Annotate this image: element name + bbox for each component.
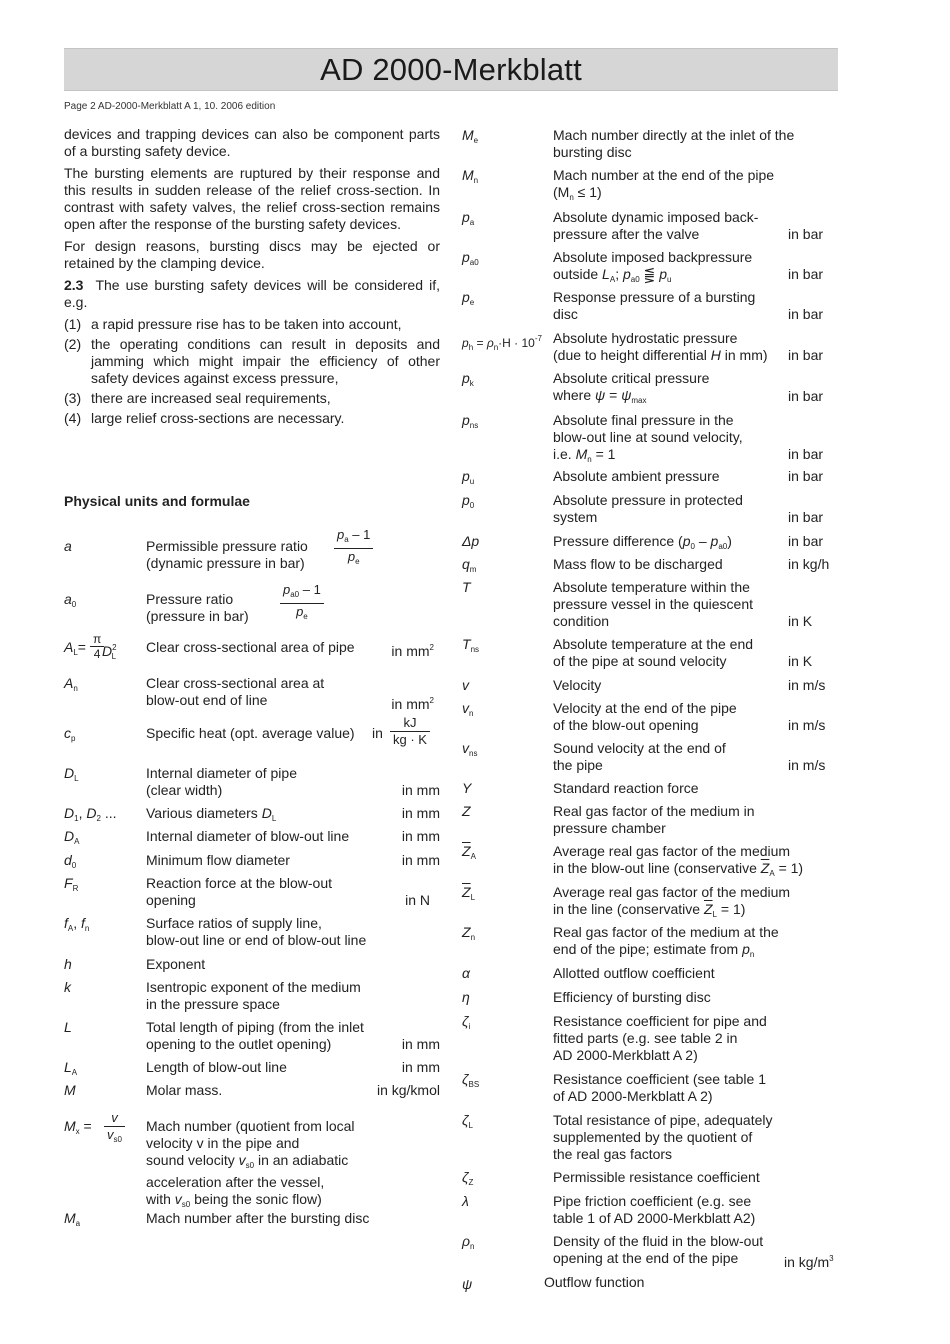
symbol: Y: [462, 780, 472, 796]
description: Average real gas factor of the medium in the line (conservative $\overline{Z}_L = 1$): [553, 884, 791, 919]
description: Absolute final pressure in the blow-out line at sound velocity, i.e. $M_n = 1$: [553, 412, 743, 464]
symbol-row-M: [64, 1082, 440, 1102]
symbol-row-pns: [462, 412, 840, 466]
description: Mass flow to be discharged: [553, 556, 723, 572]
description: Efficiency of bursting disc: [553, 989, 711, 1005]
symbol-row-cp: [64, 715, 440, 755]
symbol: $\zeta_L$: [462, 1112, 473, 1130]
symbol-row-zeta-BS: [462, 1071, 840, 1107]
description: Resistance coefficient (see table 1 of AD 2000-Merkblatt A 2): [553, 1071, 766, 1104]
unit: in K: [788, 613, 813, 629]
description: Isentropic exponent of the medium in the pressure space: [146, 979, 361, 1012]
symbol: $p_e$: [462, 289, 475, 307]
symbol-row-D1-D2: [64, 805, 440, 825]
symbol-row-lambda: [462, 1193, 840, 1229]
description: Exponent: [146, 956, 206, 972]
symbol: $p_{ns}$: [462, 412, 479, 430]
symbol: $F_R$: [64, 875, 79, 893]
symbol-row-fA-fn: [64, 915, 440, 951]
paragraph: The bursting elements are ruptured by their response and this results in sudden release of the relief cross-section. In contrast with safety valves, the relief cross-section remains open after the response of the bursting safety devices.: [64, 165, 440, 232]
symbol: $p_{a0}$: [462, 249, 479, 267]
description: Outflow function: [544, 1274, 645, 1290]
description: Mach number after the bursting disc: [146, 1210, 370, 1226]
symbol: k: [64, 979, 71, 995]
list-item: [64, 336, 440, 387]
description: Absolute ambient pressure: [553, 468, 720, 484]
symbol: h: [64, 956, 72, 972]
description: Length of blow-out line: [146, 1059, 287, 1075]
description: Mach number directly at the inlet of the bursting disc: [553, 127, 795, 160]
symbol-row-pu: [462, 468, 840, 488]
description: Pressure difference $(p_0 - p_{a0})$: [553, 533, 732, 551]
symbol: Δp: [462, 533, 480, 549]
symbol: $Z_n$: [462, 924, 476, 942]
symbol-row-Me: [462, 127, 840, 163]
section-number: 2.3: [64, 277, 84, 293]
description: Absolute pressure in protected system: [553, 492, 743, 525]
unit: in m/s: [788, 757, 826, 773]
description: Mach number (quotient from local velocity v in the pipe and sound velocity $v_{s0}$ in an adiabatic acceleration after the vessel, with $v_{s0}$ being the sonic flow): [146, 1118, 355, 1209]
symbol-row-DA: [64, 828, 440, 848]
unit: in bar: [788, 446, 824, 462]
unit: in mm: [401, 1059, 440, 1075]
symbol: $D_A$: [64, 828, 80, 846]
symbol: $p_a$: [462, 209, 475, 227]
symbol-row-Tns: [462, 636, 840, 672]
description: Sound velocity at the end of the pipe: [553, 740, 726, 773]
unit: in bar: [788, 226, 824, 242]
description: Allotted outflow coefficient: [553, 965, 715, 981]
unit: in $mm^2$: [391, 643, 434, 659]
symbol-row-delta-p: [462, 533, 840, 553]
symbol-row-a0: [64, 582, 440, 626]
description: Clear cross-sectional area at blow-out end of line: [146, 675, 325, 708]
description: Standard reaction force: [553, 780, 699, 796]
list-text: large relief cross-sections are necessary.: [91, 410, 345, 426]
symbol: $\overline{Z}_A$: [462, 843, 476, 861]
symbol-row-zeta-L: [462, 1112, 840, 1166]
description: Response pressure of a bursting disc: [553, 289, 756, 322]
left-text-column: [64, 126, 440, 430]
section-2-3: [64, 277, 440, 311]
symbol: $d_0$: [64, 852, 77, 870]
symbol: $\zeta_{BS}$: [462, 1071, 480, 1089]
symbol: $D_1$, $D_2$ ...: [64, 805, 117, 823]
unit: in N: [405, 892, 430, 908]
symbol: L: [64, 1019, 72, 1035]
description: Absolute temperature within the pressure vessel in the quiescent condition: [553, 579, 753, 629]
unit: in mm: [401, 782, 440, 798]
symbol: $p_0$: [462, 492, 475, 510]
symbol: $v_{ns}$: [462, 740, 478, 758]
symbol-row-Mx: [64, 1110, 440, 1209]
unit: in m/s: [788, 677, 826, 693]
unit: in bar: [788, 388, 824, 404]
description: Velocity at the end of the pipe of the blow-out opening: [553, 700, 737, 733]
symbol-row-qm: [462, 556, 840, 576]
description: Reaction force at the blow-out opening: [146, 875, 332, 908]
formula-diameter: $D^2_L$: [102, 643, 117, 661]
unit: in mm: [401, 852, 440, 868]
symbol-row-a: [64, 527, 440, 575]
symbol-row-An: [64, 675, 440, 711]
symbol-row-h: [64, 956, 440, 976]
symbol: $p_u$: [462, 468, 475, 486]
symbol: $T_{ns}$: [462, 636, 480, 654]
symbol: $a_0$: [64, 591, 77, 609]
unit: in bar: [788, 509, 824, 525]
list-item: [64, 410, 440, 427]
page-info: Page 2 AD-2000-Merkblatt A 1, 10. 2006 edition: [64, 101, 276, 112]
symbol-row-vns: [462, 740, 840, 776]
document-title: AD 2000-Merkblatt: [320, 52, 582, 87]
list-item: [64, 390, 440, 407]
symbol-row-p0: [462, 492, 840, 528]
description: Specific heat (opt. average value): [146, 725, 355, 741]
description: Minimum flow diameter: [146, 852, 290, 868]
symbol: a: [64, 538, 72, 554]
symbol-row-pk: [462, 370, 840, 408]
symbol-row-pe: [462, 289, 840, 325]
list-number: (3): [64, 390, 82, 406]
symbol-row-Y: [462, 780, 840, 800]
formula-fraction: $\frac{\pi}{4}$: [90, 632, 104, 661]
description: Absolute temperature at the end of the pipe at sound velocity: [553, 636, 754, 669]
symbol-row-k: [64, 979, 440, 1015]
symbol-row-eta: [462, 989, 840, 1009]
unit: in mm: [401, 1036, 440, 1052]
symbol: $\rho_n$: [462, 1233, 475, 1251]
list-text: the operating conditions can result in deposits and jamming which might impair the efficiency of other safety devices against excess pressure,: [91, 336, 440, 386]
symbol-row-DL: [64, 765, 440, 801]
description: Absolute dynamic imposed back- pressure after the valve: [553, 209, 759, 242]
description: Absolute critical pressure where $\psi = \psi_{max}$: [553, 370, 710, 405]
symbol: ψ: [462, 1276, 473, 1292]
symbol-row-ZA: [462, 843, 840, 879]
symbol-row-T: [462, 579, 840, 633]
symbol-row-pa: [462, 209, 840, 245]
unit-fraction: $\frac{kJ}{kg \cdot K}$: [390, 715, 430, 748]
description: Real gas factor of the medium at the end of the pipe; estimate from $p_n$: [553, 924, 779, 959]
symbol-row-v: [462, 677, 840, 697]
unit: in m/s: [788, 717, 826, 733]
symbol: $q_m$: [462, 556, 477, 574]
symbol: $A_L=$: [64, 639, 86, 657]
description: Permissible resistance coefficient: [553, 1169, 760, 1185]
symbol-row-L: [64, 1019, 440, 1055]
symbol: η: [462, 989, 470, 1005]
symbol: $M_e$: [462, 127, 479, 145]
unit-prefix: in: [372, 725, 383, 741]
symbol: $\overline{Z}_L$: [462, 884, 476, 902]
symbol: $f_A$, $f_n$: [64, 915, 90, 933]
symbol-row-pa0: [462, 249, 840, 285]
symbol-row-vn: [462, 700, 840, 736]
symbol: $\zeta_Z$: [462, 1169, 474, 1187]
unit: in bar: [788, 533, 824, 549]
symbol-row-LA: [64, 1059, 440, 1079]
description: Pipe friction coefficient (e.g. see table 1 of AD 2000-Merkblatt A2): [553, 1193, 756, 1226]
symbol: T: [462, 579, 471, 595]
description: Internal diameter of pipe (clear width): [146, 765, 297, 798]
symbol-row-Zn: [462, 924, 840, 960]
symbol: λ: [462, 1193, 469, 1209]
symbol: $M_a$: [64, 1210, 81, 1228]
symbol-row-Z: [462, 803, 840, 839]
unit: in bar: [788, 347, 824, 363]
formula-fraction: $\frac{p_a - 1}{p_e}$: [334, 527, 373, 570]
description: Total resistance of pipe, adequately supplemented by the quotient of the real gas factors: [553, 1112, 773, 1162]
symbol: $\zeta_i$: [462, 1013, 471, 1031]
description: Internal diameter of blow-out line: [146, 828, 350, 844]
symbol: $p_h = \rho_n\cdot H \cdot 10^{-7}$: [462, 334, 542, 352]
description: Density of the fluid in the blow-out opening at the end of the pipe: [553, 1233, 764, 1266]
header-banner: [64, 48, 838, 91]
unit: in bar: [788, 468, 824, 484]
symbol-row-zeta-Z: [462, 1169, 840, 1189]
description: Absolute imposed backpressure outside $L_A$; $p_{a0}$ ⪋ $p_u$: [553, 249, 753, 284]
unit: in bar: [788, 306, 824, 322]
symbol: v: [462, 677, 469, 693]
description: Various diameters $D_L$: [146, 805, 277, 823]
description: Mach number at the end of the pipe $(M_n \le 1)$: [553, 167, 775, 202]
units-heading: Physical units and formulae: [64, 493, 250, 509]
unit: in bar: [788, 266, 824, 282]
list-number: (4): [64, 410, 82, 426]
description: Average real gas factor of the medium in the blow-out line (conservative $\overline{Z}_A = 1$): [553, 843, 804, 878]
description: Pressure ratio (pressure in bar): [146, 591, 249, 624]
symbol: $c_p$: [64, 725, 76, 743]
symbol: $A_n$: [64, 675, 78, 693]
unit: in $mm^2$: [391, 696, 434, 712]
description: Real gas factor of the medium in pressure chamber: [553, 803, 755, 836]
symbol: M: [64, 1082, 76, 1098]
symbol-row-FR: [64, 875, 440, 911]
symbol-row-psi: [462, 1274, 840, 1294]
section-text: The use bursting safety devices will be considered if, e.g.: [64, 277, 440, 310]
paragraph: For design reasons, bursting discs may be ejected or retained by the clamping device.: [64, 238, 440, 271]
unit: in K: [788, 653, 813, 669]
description: Resistance coefficient for pipe and fitted parts (e.g. see table 2 in AD 2000-Merkblatt A 2): [553, 1013, 767, 1063]
symbol: $p_k$: [462, 370, 474, 388]
symbol: $M_x$ =: [64, 1118, 92, 1136]
list-item: [64, 316, 440, 333]
symbol: $M_n$: [462, 167, 479, 185]
symbol: Z: [462, 803, 471, 819]
symbol-row-ZL: [462, 884, 840, 920]
symbol-row-rho-n: [462, 1233, 840, 1269]
unit: in kg/h: [788, 556, 830, 572]
symbol: $D_L$: [64, 765, 79, 783]
formula-fraction: $\frac{p_{a0} - 1}{p_e}$: [280, 582, 324, 625]
description: Total length of piping (from the inlet opening to the outlet opening): [146, 1019, 364, 1052]
formula-fraction: $\frac{v}{v_{s0}}$: [104, 1110, 125, 1148]
symbol-row-zeta-i: [462, 1013, 840, 1067]
description: Permissible pressure ratio (dynamic pressure in bar): [146, 538, 308, 571]
symbol: $v_n$: [462, 700, 474, 718]
list-text: there are increased seal requirements,: [91, 390, 331, 406]
unit: in mm: [401, 805, 440, 821]
description: Absolute hydrostatic pressure (due to height differential H in mm): [553, 330, 768, 363]
description: Velocity: [553, 677, 602, 693]
symbol-row-ph: [462, 330, 840, 366]
symbol: $L_A$: [64, 1059, 78, 1077]
description: Surface ratios of supply line, blow-out line or end of blow-out line: [146, 915, 367, 948]
symbol-row-Ma: [64, 1210, 440, 1230]
symbol-row-d0: [64, 852, 440, 872]
paragraph: devices and trapping devices can also be component parts of a bursting safety device.: [64, 126, 440, 159]
description: Clear cross-sectional area of pipe: [146, 639, 355, 655]
unit: in mm: [401, 828, 440, 844]
symbol-row-AL: [64, 634, 440, 670]
unit: in $kg/m^3$: [784, 1254, 834, 1270]
list-text: a rapid pressure rise has to be taken into account,: [91, 316, 402, 332]
unit: in kg/kmol: [376, 1082, 440, 1098]
list-number: (1): [64, 316, 82, 332]
symbol-row-Mn: [462, 167, 840, 203]
symbol-row-alpha: [462, 965, 840, 985]
symbol: α: [462, 965, 470, 981]
description: Molar mass.: [146, 1082, 223, 1098]
list-number: (2): [64, 336, 82, 352]
